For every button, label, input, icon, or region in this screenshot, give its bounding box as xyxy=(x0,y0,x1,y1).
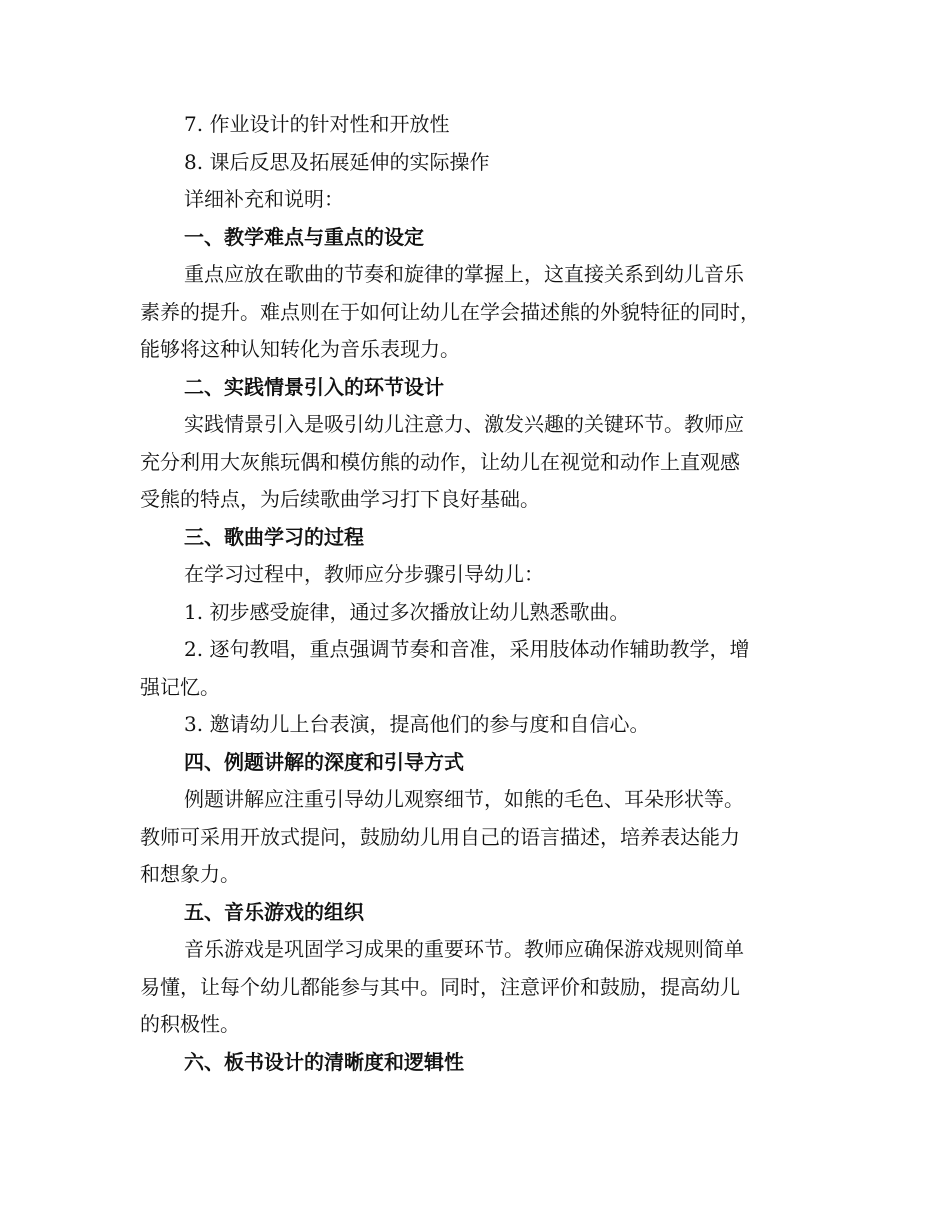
document-page xyxy=(140,106,812,1081)
list-item-8: 8. 课后反思及拓展延伸的实际操作 xyxy=(184,149,490,174)
paragraph-line: 和想象力。 xyxy=(140,862,240,886)
paragraph-line: 实践情景引入是吸引幼儿注意力、激发兴趣的关键环节。教师应 xyxy=(184,412,744,436)
section-heading-4: 四、例题讲解的深度和引导方式 xyxy=(184,749,464,774)
list-item-continuation: 强记忆。 xyxy=(140,674,220,699)
section-heading-3: 三、歌曲学习的过程 xyxy=(184,524,364,549)
paragraph-line: 受熊的特点，为后续歌曲学习打下良好基础。 xyxy=(140,487,540,511)
paragraph-line: 在学习过程中，教师应分步骤引导幼儿： xyxy=(184,562,544,586)
paragraph-line: 重点应放在歌曲的节奏和旋律的掌握上，这直接关系到幼儿音乐 xyxy=(184,262,744,286)
list-item-7: 7. 作业设计的针对性和开放性 xyxy=(184,112,450,136)
section-heading-6: 六、板书设计的清晰度和逻辑性 xyxy=(184,1049,464,1074)
paragraph-line: 音乐游戏是巩固学习成果的重要环节。教师应确保游戏规则简单 xyxy=(184,937,744,961)
list-item: 2. 逐句教唱，重点强调节奏和音准，采用肢体动作辅助教学，增 xyxy=(184,637,750,661)
paragraph-line: 例题讲解应注重引导幼儿观察细节，如熊的毛色、耳朵形状等。 xyxy=(184,787,744,811)
section-heading-2: 二、实践情景引入的环节设计 xyxy=(184,374,444,399)
list-item: 3. 邀请幼儿上台表演，提高他们的参与度和自信心。 xyxy=(184,712,650,736)
paragraph-line: 素养的提升。难点则在于如何让幼儿在学会描述熊的外貌特征的同时， xyxy=(140,299,760,324)
paragraph-line: 教师可采用开放式提问，鼓励幼儿用自己的语言描述，培养表达能力 xyxy=(140,824,740,849)
paragraph-line: 能够将这种认知转化为音乐表现力。 xyxy=(140,337,460,361)
section-heading-5: 五、音乐游戏的组织 xyxy=(184,899,364,924)
list-item: 1. 初步感受旋律，通过多次播放让幼儿熟悉歌曲。 xyxy=(184,599,630,624)
supplement-intro: 详细补充和说明： xyxy=(184,187,344,211)
paragraph-line: 充分利用大灰熊玩偶和模仿熊的动作，让幼儿在视觉和动作上直观感 xyxy=(140,449,740,474)
section-heading-1: 一、教学难点与重点的设定 xyxy=(184,224,424,249)
paragraph-line: 易懂，让每个幼儿都能参与其中。同时，注意评价和鼓励，提高幼儿 xyxy=(140,974,740,999)
paragraph-line: 的积极性。 xyxy=(140,1012,240,1036)
